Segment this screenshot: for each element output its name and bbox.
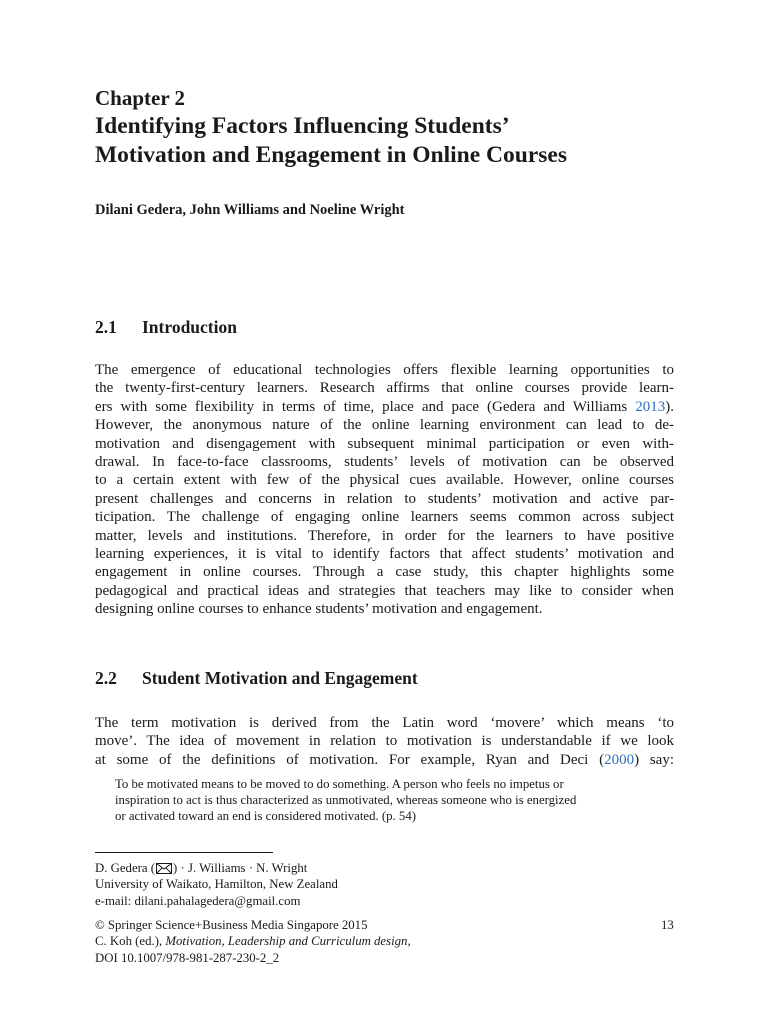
chapter-title: [95, 112, 715, 170]
citation-close: ) say:: [634, 751, 674, 768]
paragraph-line: pedagogical and practical ideas and strategies that teachers may like to consider when: [95, 582, 674, 599]
paragraph-line: motivation and disengagement with subsequent minimal participation or even with-: [95, 435, 674, 452]
paragraph-line-text: at some of the definitions of motivation. For example, Ryan and Deci (: [95, 751, 605, 768]
chapter-title-line-2: Motivation and Engagement in Online Courses: [95, 142, 567, 168]
paragraph-line: The emergence of educational technologies offers flexible learning opportunities to: [95, 362, 674, 378]
affiliation-authors: [95, 860, 338, 876]
footer-doi: DOI 10.1007/978-981-287-230-2_2: [95, 950, 280, 965]
envelope-icon[interactable]: [156, 863, 172, 874]
section-number: 2.2: [95, 668, 117, 688]
paragraph-line: The term motivation is derived from the Latin word ‘movere’ which means ‘to: [95, 715, 674, 731]
motivation-paragraph: [95, 714, 674, 769]
author-affiliation: [95, 860, 338, 909]
chapter-title-line-1: Identifying Factors Influencing Students’: [95, 113, 510, 139]
paragraph-line: move’. The idea of movement in relation to motivation is understandable if we look: [95, 733, 674, 750]
introduction-paragraph: [95, 361, 674, 619]
footer-book-title: Motivation, Leadership and Curriculum design,: [165, 934, 411, 949]
footer-copyright: © Springer Science+Business Media Singapore 2015: [95, 918, 368, 932]
affiliation-email[interactable]: e-mail: dilani.pahalagedera@gmail.com: [95, 893, 301, 908]
paragraph-line: drawal. In face-to-face classrooms, students’ levels of motivation can be observed: [95, 454, 674, 471]
quote-line: or activated toward an end is considered motivated. (p. 54): [115, 809, 416, 824]
section-heading-introduction: [95, 317, 237, 338]
page-number: 13: [661, 918, 674, 932]
citation-close: ).: [665, 398, 674, 415]
footer-editor: C. Koh (ed.),: [95, 934, 166, 949]
citation-link-2013[interactable]: 2013: [635, 398, 666, 415]
paragraph-line: However, the anonymous nature of the online learning environment can lead to de-: [95, 417, 674, 434]
chapter-authors: Dilani Gedera, John Williams and Noeline Wright: [95, 202, 405, 218]
paragraph-line: engagement in online courses. Through a case study, this chapter highlights some: [95, 564, 674, 581]
block-quote: [115, 776, 660, 825]
paragraph-line: present challenges and concerns in relation to students’ motivation and active par-: [95, 490, 674, 507]
paragraph-line: learning experiences, it is vital to identify factors that affect students’ motivation and: [95, 546, 674, 563]
footnote-divider: [95, 852, 273, 853]
quote-line: To be motivated means to be moved to do something. A person who feels no impetus or: [115, 777, 564, 791]
section-title: Student Motivation and Engagement: [142, 668, 418, 688]
paragraph-line: the twenty-first-century learners. Research affirms that online courses provide learn-: [95, 380, 674, 397]
paragraph-line-text: ers with some flexibility in terms of time, place and pace (Gedera and Williams: [95, 398, 636, 415]
section-title: Introduction: [142, 317, 237, 337]
affiliation-institution: University of Waikato, Hamilton, New Zealand: [95, 877, 338, 892]
footer-book-reference: [95, 933, 411, 949]
paragraph-line: designing online courses to enhance students’ motivation and engagement.: [95, 601, 543, 618]
chapter-label: Chapter 2: [95, 86, 186, 110]
affiliation-author-rest: ) · J. Williams · N. Wright: [173, 861, 308, 875]
affiliation-author-first: D. Gedera (: [95, 861, 156, 875]
paragraph-line: matter, levels and institutions. Therefore, in order for the learners to have positive: [95, 527, 674, 544]
paragraph-line: to a certain extent with few of the physical cues available. However, online courses: [95, 472, 674, 489]
paragraph-line: [95, 751, 674, 769]
paragraph-line: ticipation. The challenge of engaging online learners seems common across subject: [95, 509, 674, 526]
page-footer: [95, 917, 411, 966]
quote-line: inspiration to act is thus characterized as unmotivated, whereas someone who is energized: [115, 793, 577, 808]
section-heading-student-motivation: [95, 668, 418, 689]
citation-link-2000[interactable]: 2000: [604, 751, 635, 768]
section-number: 2.1: [95, 317, 117, 337]
paragraph-line: [95, 398, 674, 416]
